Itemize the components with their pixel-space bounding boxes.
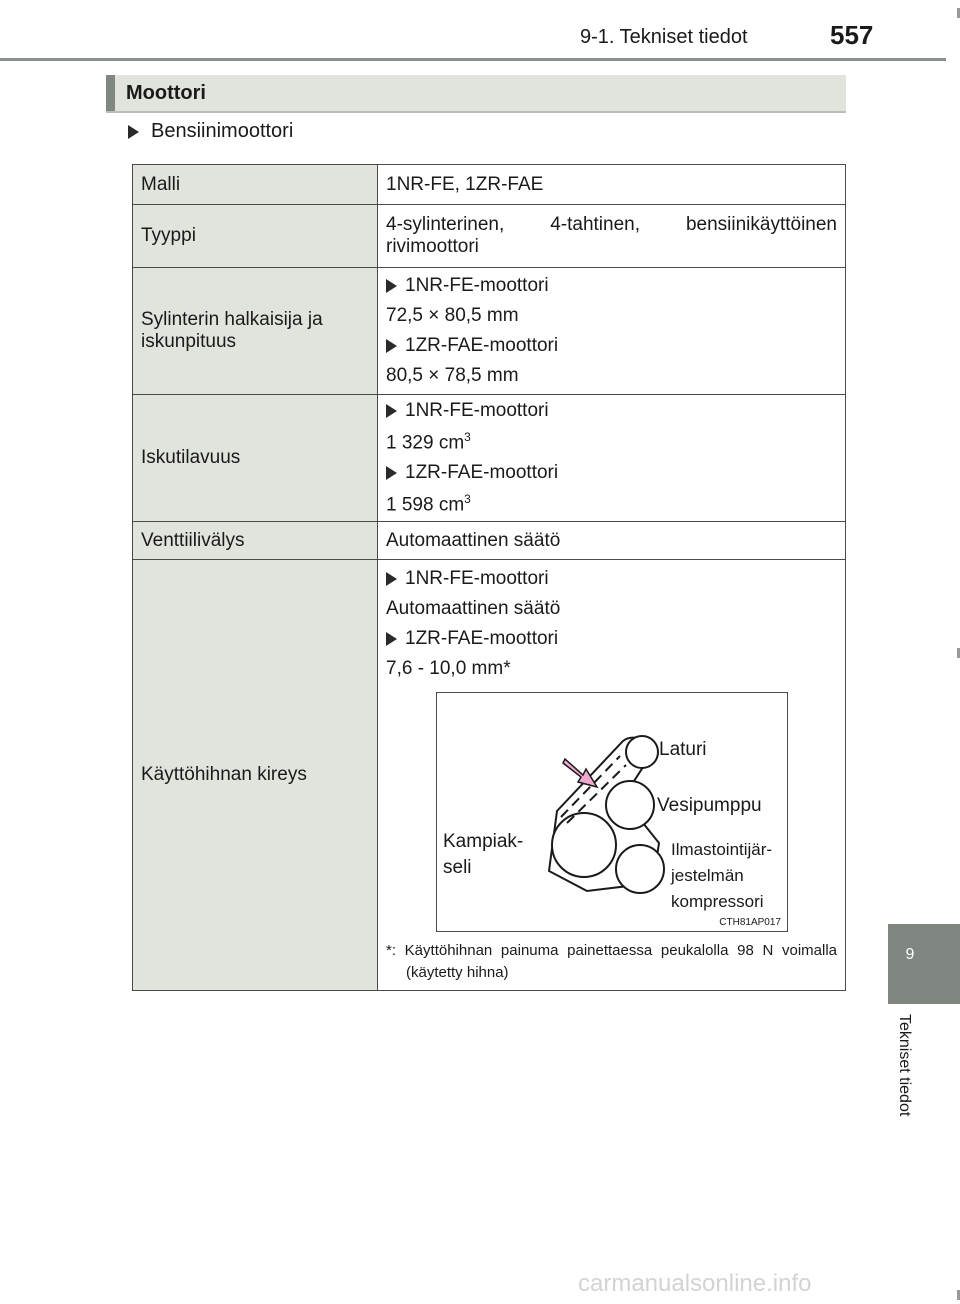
variant-name: 1ZR-FAE-moottori bbox=[405, 335, 559, 356]
variant-value bbox=[386, 430, 837, 454]
page-number: 557 bbox=[830, 20, 874, 50]
variant-heading bbox=[386, 275, 837, 297]
crankshaft-label-line2: seli bbox=[443, 857, 472, 878]
watermark: carmanualsonline.info bbox=[578, 1270, 812, 1297]
chapter-side-tab bbox=[888, 924, 960, 1004]
table-row bbox=[133, 165, 846, 205]
chapter-side-label: Tekniset tiedot bbox=[896, 1014, 913, 1117]
variant-heading bbox=[386, 400, 837, 422]
table-row bbox=[133, 205, 846, 268]
ac-compressor-pulley bbox=[616, 845, 664, 893]
crankshaft-label-line1: Kampiak- bbox=[443, 831, 524, 852]
row-value: 4-sylinterinen, 4-tahtinen, bensiinikäyttöinen rivimoottori bbox=[378, 205, 846, 268]
subsection-title: Bensiinimoottori bbox=[151, 120, 294, 142]
belt-routing-diagram bbox=[436, 692, 788, 932]
variant-name: 1ZR-FAE-moottori bbox=[405, 462, 559, 483]
table-row bbox=[133, 522, 846, 560]
triangle-bullet-icon bbox=[386, 466, 397, 480]
triangle-bullet-icon bbox=[386, 404, 397, 418]
chapter-number: 9 bbox=[905, 946, 915, 963]
variant-value: 80,5 × 78,5 mm bbox=[386, 365, 519, 386]
triangle-bullet-icon bbox=[386, 279, 397, 293]
row-label: Sylinterin halkaisija ja iskunpituus bbox=[133, 268, 378, 395]
diagram-code: CTH81AP017 bbox=[719, 917, 781, 928]
variant-value: Automaattinen säätö bbox=[386, 598, 561, 619]
row-label: Malli bbox=[133, 165, 378, 205]
variant-name: 1NR-FE-moottori bbox=[405, 275, 549, 296]
variant-name: 1NR-FE-moottori bbox=[405, 399, 549, 421]
variant-name: 1NR-FE-moottori bbox=[405, 568, 549, 589]
section-header-title: 9-1. Tekniset tiedot bbox=[580, 26, 748, 48]
unit-exponent: 3 bbox=[464, 429, 471, 444]
water-pump-pulley bbox=[606, 781, 654, 829]
variant-heading bbox=[386, 628, 837, 650]
triangle-bullet-icon bbox=[386, 572, 397, 586]
engine-spec-table bbox=[132, 164, 846, 991]
variant-heading bbox=[386, 462, 837, 484]
triangle-bullet-icon bbox=[386, 632, 397, 646]
variant-value bbox=[386, 492, 837, 516]
ac-compressor-label-line3: kompressori bbox=[671, 892, 764, 911]
triangle-bullet-icon bbox=[128, 125, 139, 139]
water-pump-label: Vesipumppu bbox=[657, 795, 762, 816]
row-value bbox=[378, 395, 846, 522]
value-text: 1 329 cm bbox=[386, 432, 465, 453]
table-row bbox=[133, 395, 846, 522]
row-label: Venttiilivälys bbox=[133, 522, 378, 560]
variant-value: 72,5 × 80,5 mm bbox=[386, 305, 519, 326]
value-text: 1 598 cm bbox=[386, 494, 465, 516]
header-rule bbox=[0, 58, 946, 61]
ac-compressor-label-line2: jestelmän bbox=[671, 866, 744, 885]
variant-value: 7,6 - 10,0 mm* bbox=[386, 658, 511, 679]
row-value bbox=[378, 268, 846, 395]
footnote: *: Käyttöhihnan painuma painettaessa peukalolla 98 N voimalla (käytetty hihna) bbox=[386, 942, 837, 981]
row-value: Automaattinen säätö bbox=[378, 522, 846, 560]
variant-heading bbox=[386, 568, 837, 590]
table-row bbox=[133, 560, 846, 991]
variant-name: 1ZR-FAE-moottori bbox=[405, 628, 559, 649]
ac-compressor-label-line1: Ilmastointijär- bbox=[671, 840, 773, 859]
table-row bbox=[133, 268, 846, 395]
variant-heading bbox=[386, 335, 837, 357]
subsection-heading bbox=[128, 120, 293, 143]
unit-exponent: 3 bbox=[464, 492, 471, 506]
row-value: 1NR-FE, 1ZR-FAE bbox=[378, 165, 846, 205]
crankshaft-pulley bbox=[552, 813, 616, 877]
section-title: Moottori bbox=[126, 82, 206, 104]
row-label: Tyyppi bbox=[133, 205, 378, 268]
triangle-bullet-icon bbox=[386, 339, 397, 353]
alternator-pulley bbox=[626, 736, 658, 768]
row-label: Käyttöhihnan kireys bbox=[133, 560, 378, 991]
row-label: Iskutilavuus bbox=[133, 395, 378, 522]
section-accent bbox=[106, 75, 115, 111]
section-title-bar bbox=[106, 75, 846, 113]
row-value bbox=[378, 560, 846, 991]
alternator-label: Laturi bbox=[659, 739, 707, 760]
